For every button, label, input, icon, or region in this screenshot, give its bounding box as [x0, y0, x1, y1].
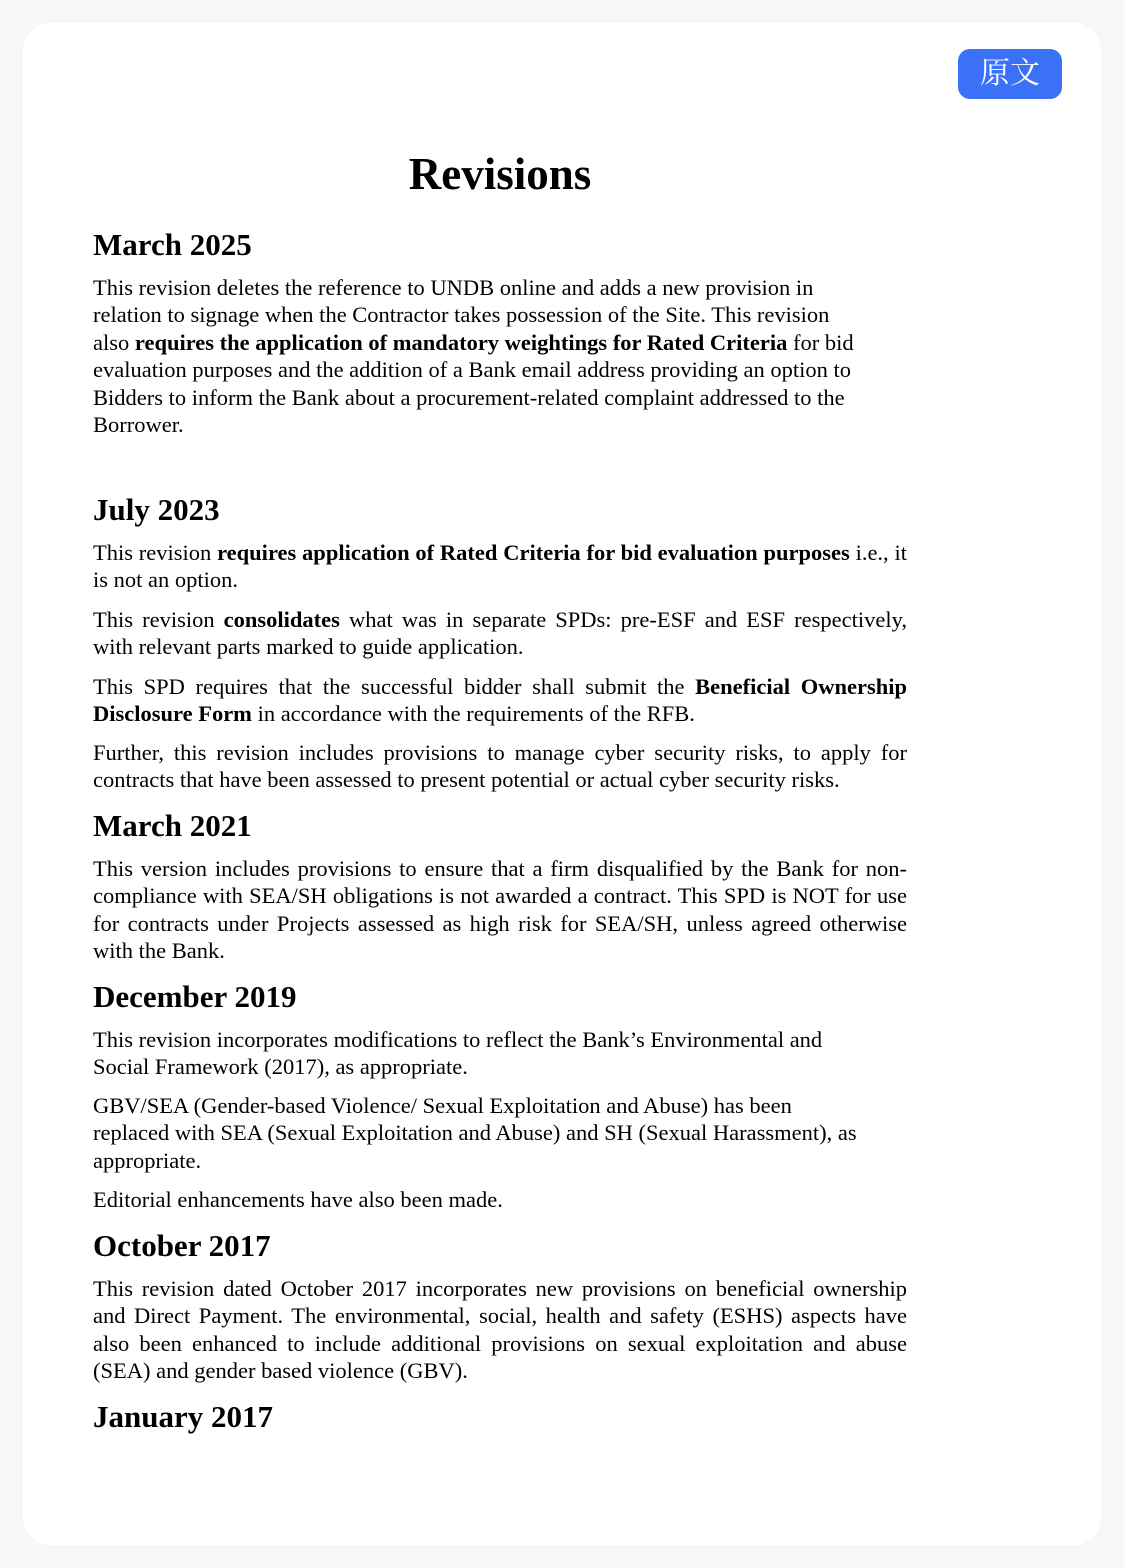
paragraph-line: GBV/SEA (Gender-based Violence/ Sexual Exploitation and Abuse) has been — [93, 1093, 792, 1118]
paragraph-line: This revision incorporates modifications to reflect the Bank’s Environmental and — [93, 1027, 823, 1052]
paragraph-text: also — [93, 329, 135, 355]
paragraph-bold-text: Beneficial Ownership Disclosure Form — [93, 674, 908, 727]
section-paragraph: Further, this revision includes provisions to manage cyber security risks, to apply for contracts that have been assessed to present potential or actual cyber security risks. — [93, 740, 907, 793]
section-paragraph — [93, 1026, 907, 1081]
section-paragraph: Editorial enhancements have also been made. — [93, 1187, 503, 1212]
section-paragraph — [93, 673, 907, 728]
section-paragraph — [93, 606, 907, 661]
section-paragraph — [93, 274, 907, 438]
paragraph-bold-text: consolidates — [223, 607, 340, 632]
section-heading-december-2019: December 2019 — [93, 979, 297, 1014]
section-heading-july-2023: July 2023 — [93, 492, 220, 527]
paragraph-line: This revision deletes the reference to UNDB online and adds a new provision in — [93, 275, 814, 300]
paragraph-line: Bidders to inform the Bank about a procurement-related complaint addressed to the — [93, 384, 845, 410]
section-heading-january-2017: January 2017 — [93, 1399, 273, 1434]
paragraph-line: Social Framework (2017), as appropriate. — [93, 1054, 468, 1080]
paragraph-text: i.e., it is not an option. — [93, 540, 907, 593]
document-card — [22, 22, 1102, 1546]
paragraph-text: This SPD requires that the successful bidder shall submit the — [93, 674, 696, 699]
paragraph-text: in accordance with the requirements of the RFB. — [251, 701, 695, 727]
section-heading-march-2021: March 2021 — [93, 808, 252, 843]
paragraph-line: appropriate. — [93, 1147, 202, 1173]
paragraph-text: what was in separate SPDs: pre-ESF and ESF respectively, with relevant parts marked to guide application. — [93, 607, 907, 660]
section-heading-march-2025: March 2025 — [93, 227, 252, 262]
paragraph-bold-text: requires application of Rated Criteria for bid evaluation purposes — [217, 540, 850, 565]
page-title: Revisions — [408, 149, 592, 199]
section-paragraph — [93, 539, 907, 594]
paragraph-line — [93, 329, 907, 356]
section-heading-october-2017: October 2017 — [93, 1228, 271, 1263]
paragraph-text: This revision — [93, 607, 224, 632]
paragraph-text: for bid — [787, 329, 854, 355]
section-paragraph — [93, 1092, 907, 1174]
paragraph-line: Borrower. — [93, 412, 184, 438]
paragraph-line: evaluation purposes and the addition of a Bank email address providing an option to — [93, 357, 851, 383]
original-text-button[interactable]: 原文 — [958, 49, 1062, 99]
paragraph-line: replaced with SEA (Sexual Exploitation and Abuse) and SH (Sexual Harassment), as — [93, 1120, 857, 1146]
paragraph-line: relation to signage when the Contractor takes possession of the Site. This revision — [93, 302, 830, 328]
paragraph-bold-text: requires the application of mandatory weightings for Rated Criteria — [134, 329, 788, 355]
section-paragraph: This revision dated October 2017 incorporates new provisions on beneficial ownership and Direct Payment. The environmental, social, health and safety (ESHS) aspects have also been enhanced to include additional provisions on sexual exploitation and abuse (SEA) and gender based violence (GBV). — [93, 1276, 907, 1384]
section-paragraph: This version includes provisions to ensure that a firm disqualified by the Bank for non-compliance with SEA/SH obligations is not awarded a contract. This SPD is NOT for use for contracts under Projects assessed as high risk for SEA/SH, unless agreed otherwise with the Bank. — [93, 856, 907, 964]
paragraph-text: This revision — [93, 540, 218, 565]
